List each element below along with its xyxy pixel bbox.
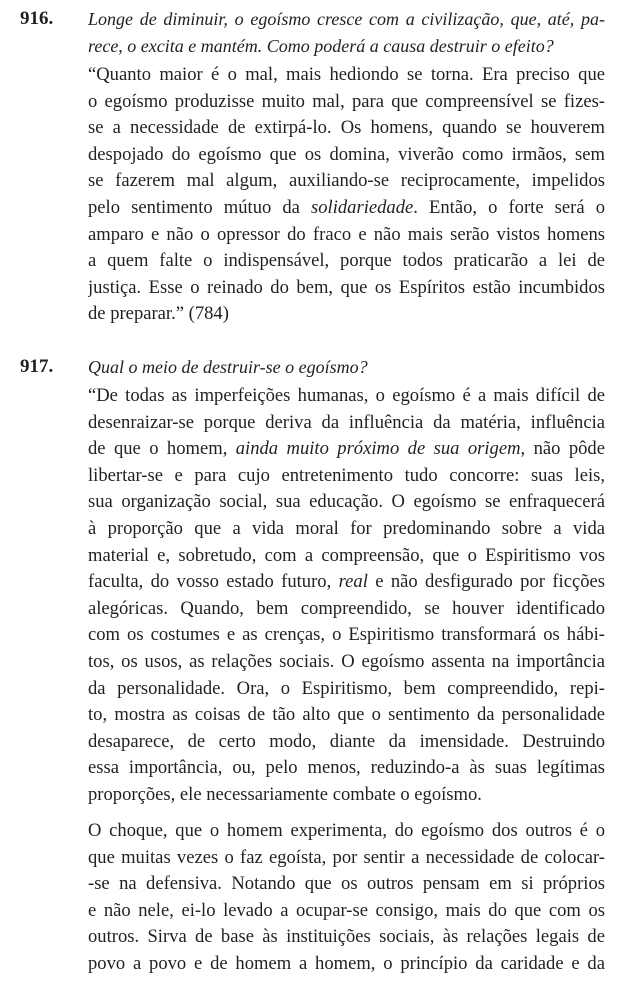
text-line: povo a povo e de homem a homem, o princípio da caridade e da bbox=[88, 952, 605, 974]
text-line: justiça. Esse o reinado do bem, que os Espíritos estão incumbidos bbox=[88, 276, 605, 298]
text-line: essa importância, ou, pelo menos, reduzindo-a às suas legítimas bbox=[88, 757, 605, 779]
text-run: , não pôde bbox=[520, 438, 605, 460]
text-line: sua organização social, sua educação. O egoísmo se enfraquecerá bbox=[88, 491, 605, 513]
text-line: to, mostra as coisas de tão alto que o sentimento da personalidade bbox=[88, 704, 605, 726]
text-line: O choque, que o homem experimenta, do egoísmo dos outros é o bbox=[88, 820, 605, 841]
text-line: e não nele, ei-lo levado a ocupar-se consigo, mais do que com os bbox=[88, 899, 605, 921]
question-line: rece, o excita e mantém. Como poderá a causa destruir o efeito? bbox=[88, 35, 554, 56]
text-line: de preparar.” (784) bbox=[88, 303, 229, 325]
answer-text bbox=[88, 818, 605, 978]
text-line: à proporção que a vida moral for predominando sobre a vida bbox=[88, 517, 605, 539]
text-line: proporções, ele necessariamente combate o egoísmo. bbox=[88, 783, 482, 805]
emphasis-text: solidariedade bbox=[311, 196, 414, 218]
text-line: libertar-se e para cujo entretenimento tudo concorre: suas leis, bbox=[88, 464, 605, 486]
text-line: que muitas vezes o faz egoísta, por sentir a necessidade de colocar- bbox=[88, 846, 605, 868]
question-text bbox=[88, 354, 605, 381]
emphasis-text: ainda muito próximo de sua origem bbox=[235, 438, 521, 460]
text-line: com os costumes e as crenças, o Espiritismo transformará os hábi- bbox=[88, 624, 605, 646]
text-line: material e, sobretudo, com a compreensão, que o Espiritismo vos bbox=[88, 544, 605, 566]
text-line: se a necessidade de extirpá-lo. Os homens, quando se houverem bbox=[88, 117, 605, 139]
text-line bbox=[88, 195, 605, 222]
text-run: . Então, o forte será o bbox=[413, 196, 605, 218]
text-run: de que o homem, bbox=[88, 438, 236, 460]
question-number: 916. bbox=[20, 8, 54, 29]
answer-text bbox=[88, 62, 605, 328]
text-line: “Quanto maior é o mal, mais hediondo se torna. Era preciso que bbox=[88, 64, 605, 85]
text-line: “De todas as imperfeições humanas, o egoísmo é a mais difícil de bbox=[88, 385, 605, 406]
text-line: a quem falte o indispensável, porque todos praticarão a lei de bbox=[88, 250, 605, 272]
answer-text bbox=[88, 383, 605, 809]
text-line: outros. Sirva de base às instituições sociais, às relações legais de bbox=[88, 926, 605, 948]
text-line: tos, os usos, as relações sociais. O egoísmo assenta na importância bbox=[88, 650, 605, 672]
text-line bbox=[88, 436, 605, 463]
emphasis-text: real bbox=[338, 571, 368, 593]
text-run: faculta, do vosso estado futuro, bbox=[88, 571, 339, 593]
text-line: desaparece, de certo modo, diante da imensidade. Destruindo bbox=[88, 730, 605, 752]
question-text bbox=[88, 6, 605, 59]
text-run: pelo sentimento mútuo da bbox=[88, 196, 312, 218]
text-line: da personalidade. Ora, o Espiritismo, bem compreendido, repi- bbox=[88, 677, 605, 699]
text-line: despojado do egoísmo que os domina, viverão como irmãos, sem bbox=[88, 143, 605, 165]
text-line: desenraizar-se porque deriva da influência da matéria, influência bbox=[88, 411, 605, 433]
text-line: se fazerem mal algum, auxiliando-se reciprocamente, impelidos bbox=[88, 170, 605, 192]
question-line: Qual o meio de destruir-se o egoísmo? bbox=[88, 357, 368, 377]
question-number: 917. bbox=[20, 356, 54, 377]
question-line: Longe de diminuir, o egoísmo cresce com a civilização, que, até, pa- bbox=[88, 9, 605, 29]
text-line: -se na defensiva. Notando que os outros pensam em si próprios bbox=[88, 873, 605, 895]
text-line: o egoísmo produzisse muito mal, para que compreensível se fizes- bbox=[88, 90, 605, 112]
text-line: amparo e não o opressor do fraco e não mais serão vistos homens bbox=[88, 223, 605, 245]
text-line bbox=[88, 569, 605, 596]
text-line: alegóricas. Quando, bem compreendido, se houver identificado bbox=[88, 597, 605, 619]
text-run: e não desfigurado por ficções bbox=[367, 571, 605, 593]
